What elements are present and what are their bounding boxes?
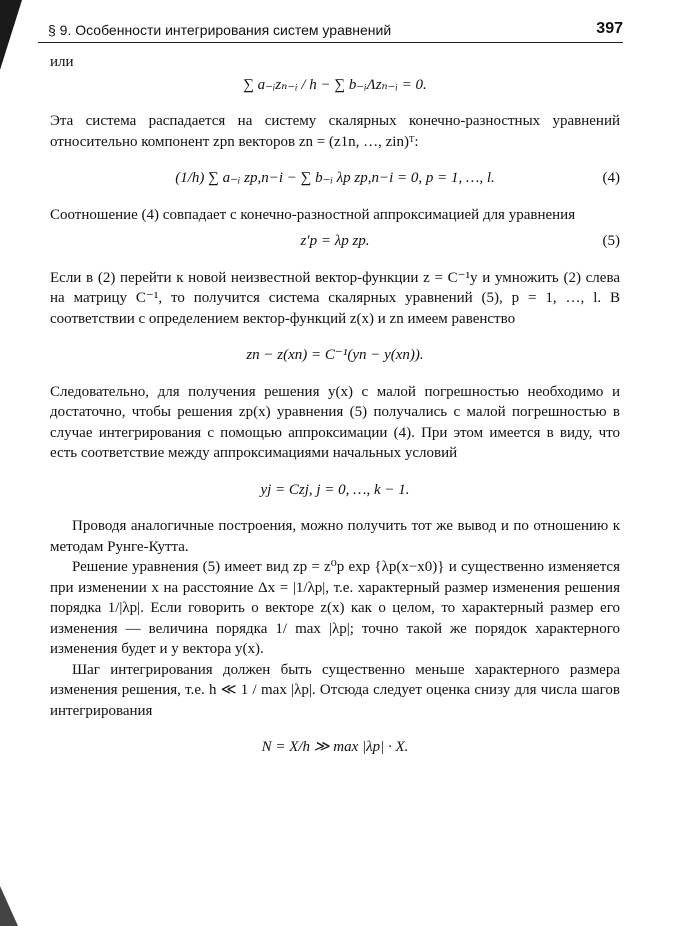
equation-4 [50,345,620,366]
running-header [38,20,623,43]
paragraph-6: Решение уравнения (5) имеет вид zp = z⁰p exp {λp(x−x0)} и существенно изменяется при изменении x на расстояние Δx = |1/λp|, т.е. характерный размер изменения решения порядка 1/|λp|. Если говорить о векторе z(x) как о целом, то характерный размер его изменения — величина порядка 1/ max |λp|; точно такой же порядок характерного изменения будет и у вектора y(x). [50,559,620,657]
paragraph-4: Следовательно, для получения решения y(x) с малой погрешностью необходимо и достаточно, чтобы решения zp(x) уравнения (5) получались с малой погрешностью в случае интегрирования с помощью аппроксимации (4). При этом имеется в виду, что есть соответствие между аппроксимациями начальных условий [50,383,620,461]
scan-shadow-bottom [0,886,18,926]
equation-2-text: (1/h) ∑ a₋ᵢ zp,n−i − ∑ b₋ᵢ λp zp,n−i = 0, p = 1, …, l. [175,170,495,186]
equation-5-text: yj = Czj, j = 0, …, k − 1. [260,481,410,498]
paragraph-0: или [50,54,74,70]
paragraph-3: Если в (2) перейти к новой неизвестной вектор-функции z = C⁻¹y и умножить (2) слева на матрицу C⁻¹, то получится система скалярных уравнений (5), p = 1, …, l. В соответствии с определением вектор-функций z(x) и zn имеем равенство [50,269,620,327]
paragraph-7: Шаг интегрирования должен быть существенно меньше характерного размера изменения решения, т.е. h ≪ 1 / max |λp|. Отсюда следует оценка снизу для числа шагов интегрирования [50,661,620,719]
equation-6 [50,737,620,758]
paragraph-5: Проводя аналогичные построения, можно получить тот же вывод и по отношению к методам Рунге-Кутта. [50,518,620,555]
equation-4-text: zn − z(xn) = C⁻¹(yn − y(xn)). [246,347,424,363]
section-title: § 9. Особенности интегрирования систем уравнений [48,22,392,38]
equation-3-text: z′p = λp zp. [300,233,370,249]
page-number: 397 [596,20,623,37]
equation-3 [50,231,620,252]
equation-1-text: ∑ a₋ᵢzₙ₋ᵢ / h − ∑ b₋ᵢΛzₙ₋ᵢ = 0. [243,76,427,93]
equation-5 [50,480,620,501]
scan-shadow-corner [0,0,22,70]
equation-6-text: N = X/h ≫ max |λp| · X. [261,739,409,755]
equation-1 [50,75,620,96]
paragraph-1: Эта система распадается на систему скалярных конечно-разностных уравнений относительно компонент zpn векторов zn = (z1n, …, zin)ᵀ: [50,113,620,150]
equation-2 [50,168,620,189]
equation-3-number: (5) [602,233,620,249]
equation-2-number: (4) [602,170,620,186]
page-body [50,52,620,764]
paragraph-2: Соотношение (4) совпадает с конечно-разностной аппроксимацией для уравнения [50,206,576,223]
